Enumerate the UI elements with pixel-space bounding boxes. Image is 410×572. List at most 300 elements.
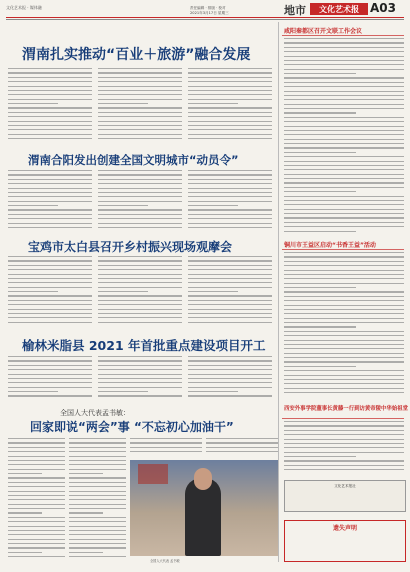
text-line — [69, 556, 126, 557]
text-line — [8, 209, 92, 210]
text-line — [284, 47, 404, 48]
text-line — [284, 69, 404, 70]
text-line — [98, 77, 182, 78]
text-line — [284, 452, 404, 453]
page-number: A03 — [370, 1, 396, 15]
text-line — [284, 187, 404, 188]
text-line — [284, 460, 404, 461]
text-line — [188, 287, 272, 288]
text-line — [8, 451, 65, 452]
text-line — [188, 112, 272, 113]
text-line — [8, 116, 92, 117]
text-line — [8, 456, 65, 457]
text-line — [69, 543, 126, 544]
text-line — [69, 534, 126, 535]
text-line — [188, 227, 272, 228]
text-line — [8, 99, 92, 100]
text-line — [8, 183, 92, 184]
text-line — [284, 379, 404, 380]
article-3-col-2 — [98, 256, 182, 330]
text-line — [8, 121, 92, 122]
text-line — [98, 369, 182, 370]
text-line — [188, 387, 272, 388]
text-line — [8, 464, 65, 465]
article-2-headline: 渭南合阳发出创建全国文明城市“动员令” — [28, 153, 239, 167]
photo-caption: 全国人大代表 孟书敏 — [150, 559, 180, 563]
text-line — [98, 129, 182, 130]
info-box — [284, 480, 406, 512]
text-line — [188, 274, 272, 275]
text-line — [188, 260, 272, 261]
text-line — [8, 378, 92, 379]
sidebar-rule-2 — [282, 249, 404, 250]
text-line — [69, 442, 126, 443]
text-line — [284, 252, 404, 253]
text-line — [130, 438, 202, 439]
article-3-body — [8, 256, 272, 330]
article-3-col-3 — [188, 256, 272, 330]
sidebar-title-3: 西安外事学院董事长黄藤一行到访黄帝陵中华始祖堂 — [284, 406, 408, 412]
text-line — [98, 287, 182, 288]
text-line — [284, 217, 404, 218]
text-line — [8, 442, 65, 443]
text-line — [98, 125, 182, 126]
text-line — [8, 223, 92, 224]
text-line — [284, 77, 404, 78]
masthead-editors: 责任编辑 · 排版 · 校对 — [190, 6, 226, 10]
text-line — [8, 482, 65, 483]
text-line — [8, 188, 92, 189]
text-line — [8, 269, 92, 270]
article-5-col-3 — [130, 438, 202, 458]
text-line — [98, 196, 182, 197]
article-2-col-2 — [98, 170, 182, 232]
text-line — [8, 112, 92, 113]
text-line — [8, 486, 65, 487]
text-line — [98, 121, 182, 122]
text-line — [98, 269, 182, 270]
article-1-headline: 渭南扎实推动“百业＋旅游”融合发展 — [22, 47, 251, 63]
text-line — [284, 169, 404, 170]
masthead-left-text: 文化艺术报 · 媒体融 — [6, 5, 42, 10]
text-line — [188, 201, 272, 202]
article-5-body-left — [8, 438, 126, 564]
text-line — [8, 179, 92, 180]
text-line — [8, 265, 92, 266]
article-4-headline: 榆林米脂县 2021 年首批重点建设项目开工 — [22, 338, 266, 353]
text-line — [188, 107, 272, 108]
text-line — [69, 491, 126, 492]
text-line — [284, 204, 404, 205]
text-line — [69, 517, 126, 518]
text-line — [188, 278, 272, 279]
text-line — [98, 278, 182, 279]
text-line — [188, 256, 272, 257]
text-line — [98, 322, 182, 323]
text-line — [8, 174, 92, 175]
text-line — [206, 442, 278, 443]
text-line — [284, 231, 356, 232]
text-line — [98, 209, 182, 210]
text-line — [98, 201, 182, 202]
text-line — [284, 56, 404, 57]
text-line — [284, 357, 404, 358]
text-line — [284, 64, 404, 65]
text-line — [69, 512, 103, 513]
text-line — [8, 77, 92, 78]
text-line — [8, 517, 65, 518]
text-line — [188, 72, 272, 73]
text-line — [188, 86, 272, 87]
text-line — [284, 287, 356, 288]
text-line — [8, 256, 92, 257]
text-line — [188, 304, 272, 305]
article-3-col-1 — [8, 256, 92, 330]
text-line — [98, 86, 182, 87]
sidebar-rule-3 — [282, 418, 404, 419]
text-line — [188, 90, 272, 91]
text-line — [284, 38, 404, 39]
text-line — [69, 460, 126, 461]
text-line — [188, 138, 272, 139]
text-line — [284, 174, 404, 175]
text-line — [8, 72, 92, 73]
text-line — [188, 196, 272, 197]
article-1-col-3 — [188, 68, 272, 144]
text-line — [8, 260, 92, 261]
text-line — [8, 201, 92, 202]
sidebar-title-2: 铜川市王益区启动“书香王益”活动 — [284, 242, 376, 249]
text-line — [8, 282, 92, 283]
text-line — [188, 218, 272, 219]
text-line — [8, 360, 92, 361]
text-line — [284, 278, 404, 279]
text-line — [98, 274, 182, 275]
text-line — [8, 218, 92, 219]
text-line — [284, 270, 404, 271]
text-line — [98, 214, 182, 215]
text-line — [188, 382, 272, 383]
text-line — [8, 491, 65, 492]
text-line — [284, 165, 404, 166]
text-line — [8, 317, 92, 318]
text-line — [188, 116, 272, 117]
article-1-col-2 — [98, 68, 182, 144]
text-line — [98, 112, 182, 113]
text-line — [8, 170, 92, 171]
text-line — [284, 434, 404, 435]
text-line — [284, 209, 404, 210]
text-line — [284, 42, 404, 43]
text-line — [69, 552, 103, 553]
text-line — [69, 451, 126, 452]
text-line — [69, 499, 126, 500]
text-line — [98, 260, 182, 261]
text-line — [98, 107, 182, 108]
text-line — [284, 130, 404, 131]
text-line — [188, 170, 272, 171]
text-line — [8, 547, 65, 548]
text-line — [284, 300, 404, 301]
text-line — [284, 82, 404, 83]
text-line — [188, 223, 272, 224]
text-line — [8, 81, 92, 82]
text-line — [8, 134, 92, 135]
text-line — [188, 99, 272, 100]
text-line — [284, 60, 404, 61]
news-photo — [130, 460, 278, 556]
text-line — [188, 214, 272, 215]
text-line — [284, 73, 356, 74]
text-line — [206, 451, 278, 452]
article-2-body — [8, 170, 272, 232]
text-line — [284, 335, 404, 336]
text-line — [188, 188, 272, 189]
text-line — [98, 356, 182, 357]
text-line — [69, 482, 126, 483]
text-line — [69, 521, 126, 522]
article-5-headline: 回家即说“两会”事 “不忘初心加油干” — [30, 420, 234, 434]
text-line — [8, 543, 65, 544]
text-line — [284, 353, 404, 354]
text-line — [69, 508, 126, 509]
photo-face — [194, 468, 212, 490]
text-line — [8, 374, 92, 375]
text-line — [284, 274, 404, 275]
text-line — [8, 521, 65, 522]
article-5-body-right — [130, 438, 278, 458]
text-line — [284, 348, 404, 349]
text-line — [8, 552, 42, 553]
article-2-col-1 — [8, 170, 92, 232]
text-line — [98, 295, 182, 296]
text-line — [69, 526, 126, 527]
article-5-col-1 — [8, 438, 65, 564]
article-4-col-1 — [8, 356, 92, 404]
text-line — [188, 134, 272, 135]
text-line — [284, 182, 404, 183]
text-line — [98, 378, 182, 379]
text-line — [98, 304, 182, 305]
text-line — [8, 309, 92, 310]
text-line — [284, 283, 404, 284]
article-4-col-2 — [98, 356, 182, 404]
text-line — [188, 81, 272, 82]
text-line — [284, 291, 404, 292]
text-line — [284, 421, 404, 422]
text-line — [284, 344, 404, 345]
text-line — [98, 68, 182, 69]
text-line — [69, 438, 126, 439]
sidebar-title-1: 咸阳秦都区召开文联工作会议 — [284, 28, 363, 35]
text-line — [69, 477, 126, 478]
text-line — [98, 94, 182, 95]
text-line — [98, 360, 182, 361]
text-line — [284, 366, 356, 367]
text-line — [188, 291, 238, 292]
text-line — [284, 318, 404, 319]
text-line — [8, 125, 92, 126]
text-line — [98, 382, 182, 383]
photo-flag — [138, 464, 168, 484]
text-line — [8, 274, 92, 275]
notice-box — [284, 520, 406, 562]
text-line — [188, 77, 272, 78]
text-line — [98, 374, 182, 375]
text-line — [98, 391, 148, 392]
article-3-headline: 宝鸡市太白县召开乡村振兴现场观摩会 — [28, 240, 233, 254]
text-line — [284, 112, 356, 113]
text-line — [8, 387, 92, 388]
text-line — [98, 317, 182, 318]
text-line — [284, 213, 404, 214]
text-line — [8, 526, 65, 527]
text-line — [8, 68, 92, 69]
text-line — [188, 179, 272, 180]
text-line — [98, 138, 182, 139]
text-line — [8, 469, 65, 470]
text-line — [98, 72, 182, 73]
text-line — [8, 495, 65, 496]
text-line — [8, 278, 92, 279]
text-line — [8, 447, 65, 448]
text-line — [284, 121, 404, 122]
text-line — [284, 226, 404, 227]
text-line — [69, 486, 126, 487]
text-line — [188, 309, 272, 310]
text-line — [284, 222, 404, 223]
text-line — [284, 143, 404, 144]
text-line — [284, 178, 404, 179]
text-line — [69, 456, 126, 457]
text-line — [98, 282, 182, 283]
text-line — [98, 313, 182, 314]
text-line — [8, 499, 65, 500]
article-5-col-2 — [69, 438, 126, 564]
text-line — [284, 469, 404, 470]
text-line — [98, 99, 182, 100]
text-line — [188, 265, 272, 266]
text-line — [188, 192, 272, 193]
text-line — [284, 261, 404, 262]
article-1-body — [8, 68, 272, 144]
text-line — [8, 138, 92, 139]
text-line — [284, 147, 404, 148]
text-line — [284, 161, 404, 162]
text-line — [8, 322, 92, 323]
text-line — [284, 309, 404, 310]
text-line — [284, 51, 404, 52]
sidebar-divider — [278, 22, 279, 562]
text-line — [8, 473, 42, 474]
text-line — [284, 91, 404, 92]
text-line — [284, 456, 356, 457]
text-line — [188, 365, 272, 366]
text-line — [69, 547, 126, 548]
text-line — [98, 188, 182, 189]
text-line — [188, 374, 272, 375]
text-line — [188, 300, 272, 301]
text-line — [130, 451, 202, 452]
text-line — [8, 94, 92, 95]
text-line — [98, 183, 182, 184]
text-line — [188, 313, 272, 314]
text-line — [284, 265, 404, 266]
text-line — [98, 223, 182, 224]
text-line — [284, 313, 404, 314]
text-line — [8, 313, 92, 314]
text-line — [98, 300, 182, 301]
text-line — [284, 331, 404, 332]
text-line — [98, 81, 182, 82]
text-line — [8, 369, 92, 370]
text-line — [284, 322, 404, 323]
text-line — [284, 296, 404, 297]
text-line — [69, 464, 126, 465]
text-line — [8, 530, 65, 531]
text-line — [8, 534, 65, 535]
text-line — [188, 317, 272, 318]
masthead-info — [190, 6, 229, 16]
text-line — [69, 473, 103, 474]
text-line — [8, 227, 92, 228]
text-line — [130, 442, 202, 443]
text-line — [8, 477, 65, 478]
text-line — [188, 129, 272, 130]
article-4-col-3 — [188, 356, 272, 404]
text-line — [8, 460, 65, 461]
text-line — [188, 121, 272, 122]
text-line — [8, 90, 92, 91]
text-line — [284, 196, 404, 197]
text-line — [284, 425, 404, 426]
text-line — [8, 365, 92, 366]
text-line — [284, 465, 404, 466]
text-line — [8, 395, 92, 396]
text-line — [98, 387, 182, 388]
text-line — [284, 388, 404, 389]
text-line — [188, 103, 238, 104]
text-line — [188, 125, 272, 126]
text-line — [284, 139, 404, 140]
text-line — [8, 86, 92, 87]
text-line — [98, 218, 182, 219]
text-line — [98, 291, 148, 292]
text-line — [8, 196, 92, 197]
text-line — [8, 556, 65, 557]
text-line — [284, 104, 404, 105]
text-line — [188, 68, 272, 69]
text-line — [284, 305, 404, 306]
text-line — [98, 256, 182, 257]
text-line — [284, 200, 404, 201]
text-line — [8, 205, 58, 206]
text-line — [98, 205, 148, 206]
masthead-rule — [6, 17, 404, 18]
text-line — [8, 438, 65, 439]
text-line — [284, 383, 404, 384]
text-line — [8, 287, 92, 288]
text-line — [98, 103, 148, 104]
text-line — [8, 512, 42, 513]
sidebar-body-3 — [284, 421, 404, 477]
text-line — [69, 539, 126, 540]
text-line — [98, 227, 182, 228]
text-line — [8, 214, 92, 215]
text-line — [8, 508, 65, 509]
text-line — [98, 116, 182, 117]
text-line — [284, 443, 404, 444]
